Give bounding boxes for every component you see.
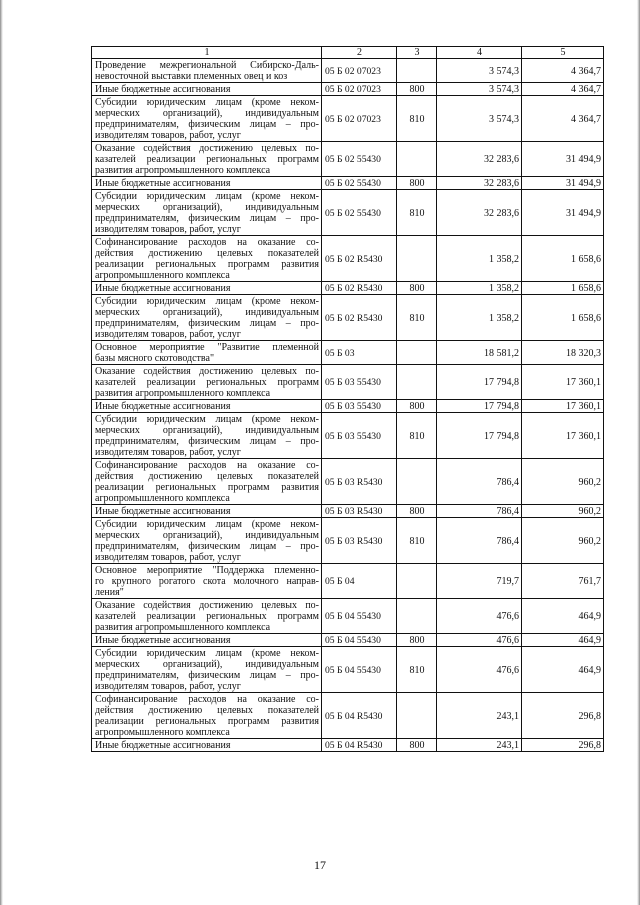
table-row: [92, 83, 604, 96]
row-name-line: ления": [95, 587, 124, 598]
row-name-cell: [92, 341, 322, 365]
row-name-line: действия достижению целевых показателей: [95, 471, 319, 482]
row-name-cell: [92, 634, 322, 647]
row-value-year2-cell: 17 360,1: [522, 400, 604, 413]
row-expense-type-cell: 800: [397, 83, 437, 96]
row-name-cell: [92, 564, 322, 599]
row-value-year2-cell: 31 494,9: [522, 190, 604, 236]
budget-table: [91, 46, 604, 752]
row-value-year2-cell: 464,9: [522, 634, 604, 647]
row-value-year2-cell: 296,8: [522, 739, 604, 752]
row-expense-type-cell: [397, 564, 437, 599]
row-name-line: предпринимателям, физическим лицам – про-: [95, 318, 319, 329]
row-value-year1-cell: 17 794,8: [437, 400, 522, 413]
row-name-line: изводителям товаров, работ, услуг: [95, 447, 241, 458]
row-name-cell: [92, 518, 322, 564]
row-name-line: изводителям товаров, работ, услуг: [95, 130, 241, 141]
row-name-line: реализации региональных программ развития: [95, 482, 319, 493]
row-expense-type-cell: 800: [397, 634, 437, 647]
row-value-year1-cell: 3 574,3: [437, 96, 522, 142]
row-name-cell: [92, 236, 322, 282]
row-expense-type-cell: 810: [397, 518, 437, 564]
row-expense-type-cell: 810: [397, 190, 437, 236]
row-value-year2-cell: 464,9: [522, 647, 604, 693]
table-row: [92, 413, 604, 459]
row-code-cell: 05 Б 04 55430: [322, 599, 397, 634]
header-col-5: 5: [522, 47, 604, 59]
row-expense-type-cell: [397, 693, 437, 739]
row-code-cell: 05 Б 02 55430: [322, 177, 397, 190]
table-row: [92, 634, 604, 647]
row-name-line: казателей реализации региональных программ: [95, 154, 319, 165]
header-col-2: 2: [322, 47, 397, 59]
row-value-year2-cell: 18 320,3: [522, 341, 604, 365]
row-value-year1-cell: 1 358,2: [437, 295, 522, 341]
row-expense-type-cell: 810: [397, 96, 437, 142]
row-code-cell: 05 Б 03 55430: [322, 413, 397, 459]
row-name-line: предпринимателям, физическим лицам – про-: [95, 541, 319, 552]
row-name-line: развития агропромышленного комплекса: [95, 622, 271, 633]
row-code-cell: 05 Б 03 R5430: [322, 518, 397, 564]
row-name-cell: [92, 177, 322, 190]
row-name-line: Основное мероприятие "Развитие племенной: [95, 342, 319, 353]
row-code-cell: 05 Б 02 55430: [322, 142, 397, 177]
header-col-4: 4: [437, 47, 522, 59]
row-expense-type-cell: 800: [397, 739, 437, 752]
row-name-line: изводителям товаров, работ, услуг: [95, 329, 241, 340]
row-name-line: агропромышленного комплекса: [95, 493, 230, 504]
row-name-line: Иные бюджетные ассигнования: [95, 506, 231, 517]
row-name-line: развития агропромышленного комплекса: [95, 165, 271, 176]
row-name-line: Иные бюджетные ассигнования: [95, 401, 231, 412]
table-row: [92, 564, 604, 599]
row-code-cell: 05 Б 02 07023: [322, 59, 397, 83]
row-code-cell: 05 Б 03 55430: [322, 365, 397, 400]
row-name-line: казателей реализации региональных программ: [95, 611, 319, 622]
row-value-year2-cell: 31 494,9: [522, 177, 604, 190]
row-name-cell: [92, 505, 322, 518]
row-name-cell: [92, 83, 322, 96]
table-row: [92, 190, 604, 236]
row-name-line: Субсидии юридическим лицам (кроме неком-: [95, 191, 319, 202]
row-value-year1-cell: 1 358,2: [437, 282, 522, 295]
row-value-year2-cell: 4 364,7: [522, 96, 604, 142]
row-name-line: Основное мероприятие "Поддержка племенно-: [95, 565, 319, 576]
table-row: [92, 505, 604, 518]
row-expense-type-cell: [397, 236, 437, 282]
row-name-line: Проведение межрегиональной Сибирско-Даль-: [95, 60, 319, 71]
row-name-cell: [92, 142, 322, 177]
row-name-line: изводителям товаров, работ, услуг: [95, 552, 241, 563]
table-row: [92, 177, 604, 190]
table-row: [92, 400, 604, 413]
row-expense-type-cell: [397, 599, 437, 634]
row-code-cell: 05 Б 02 R5430: [322, 282, 397, 295]
row-expense-type-cell: 810: [397, 647, 437, 693]
row-value-year1-cell: 786,4: [437, 518, 522, 564]
row-name-line: мерческих организаций), индивидуальным: [95, 530, 319, 541]
row-name-line: реализации региональных программ развития: [95, 716, 319, 727]
row-value-year2-cell: 31 494,9: [522, 142, 604, 177]
table-row: [92, 341, 604, 365]
row-name-line: Субсидии юридическим лицам (кроме неком-: [95, 414, 319, 425]
row-value-year1-cell: 32 283,6: [437, 142, 522, 177]
header-col-1: 1: [92, 47, 322, 59]
row-name-line: изводителям товаров, работ, услуг: [95, 681, 241, 692]
row-name-cell: [92, 282, 322, 295]
row-code-cell: 05 Б 02 07023: [322, 83, 397, 96]
table-body: [92, 59, 604, 752]
row-name-line: действия достижению целевых показателей: [95, 248, 319, 259]
row-value-year1-cell: 17 794,8: [437, 365, 522, 400]
row-name-line: Субсидии юридическим лицам (кроме неком-: [95, 296, 319, 307]
row-value-year2-cell: 17 360,1: [522, 413, 604, 459]
row-value-year2-cell: 17 360,1: [522, 365, 604, 400]
row-value-year1-cell: 719,7: [437, 564, 522, 599]
row-name-line: развития агропромышленного комплекса: [95, 388, 271, 399]
row-name-line: Оказание содействия достижению целевых по-: [95, 143, 319, 154]
row-value-year2-cell: 960,2: [522, 505, 604, 518]
row-value-year2-cell: 464,9: [522, 599, 604, 634]
row-code-cell: 05 Б 04: [322, 564, 397, 599]
row-name-line: невосточной выставки племенных овец и коз: [95, 71, 288, 82]
row-name-line: мерческих организаций), индивидуальным: [95, 659, 319, 670]
row-expense-type-cell: [397, 365, 437, 400]
table-row: [92, 647, 604, 693]
row-expense-type-cell: 800: [397, 505, 437, 518]
row-name-line: Софинансирование расходов на оказание со-: [95, 237, 319, 248]
row-value-year2-cell: 1 658,6: [522, 282, 604, 295]
table-row: [92, 282, 604, 295]
row-name-line: Иные бюджетные ассигнования: [95, 178, 231, 189]
row-name-line: действия достижению целевых показателей: [95, 705, 319, 716]
row-value-year2-cell: 1 658,6: [522, 295, 604, 341]
table-row: [92, 739, 604, 752]
row-name-line: го крупного рогатого скота молочного направ-: [95, 576, 319, 587]
row-name-cell: [92, 459, 322, 505]
row-value-year2-cell: 960,2: [522, 518, 604, 564]
row-name-line: мерческих организаций), индивидуальным: [95, 307, 319, 318]
scan-edge-left: [0, 0, 3, 905]
row-name-line: Софинансирование расходов на оказание со-: [95, 460, 319, 471]
row-name-cell: [92, 739, 322, 752]
row-value-year1-cell: 1 358,2: [437, 236, 522, 282]
row-code-cell: 05 Б 02 55430: [322, 190, 397, 236]
row-name-line: Софинансирование расходов на оказание со-: [95, 694, 319, 705]
row-name-line: агропромышленного комплекса: [95, 270, 230, 281]
row-name-line: Субсидии юридическим лицам (кроме неком-: [95, 97, 319, 108]
row-name-line: предпринимателям, физическим лицам – про-: [95, 119, 319, 130]
row-code-cell: 05 Б 03 R5430: [322, 505, 397, 518]
row-value-year2-cell: 4 364,7: [522, 59, 604, 83]
row-value-year1-cell: 32 283,6: [437, 190, 522, 236]
row-value-year2-cell: 761,7: [522, 564, 604, 599]
row-expense-type-cell: [397, 59, 437, 83]
row-value-year2-cell: 296,8: [522, 693, 604, 739]
row-expense-type-cell: [397, 341, 437, 365]
row-value-year1-cell: 18 581,2: [437, 341, 522, 365]
row-code-cell: 05 Б 04 55430: [322, 647, 397, 693]
table-row: [92, 236, 604, 282]
row-value-year1-cell: 32 283,6: [437, 177, 522, 190]
row-name-cell: [92, 190, 322, 236]
row-name-line: предпринимателям, физическим лицам – про-: [95, 213, 319, 224]
table-row: [92, 599, 604, 634]
header-row: [92, 47, 604, 59]
row-value-year1-cell: 3 574,3: [437, 59, 522, 83]
row-name-line: базы мясного скотоводства": [95, 353, 215, 364]
row-value-year1-cell: 243,1: [437, 693, 522, 739]
row-name-line: изводителям товаров, работ, услуг: [95, 224, 241, 235]
row-code-cell: 05 Б 03: [322, 341, 397, 365]
row-name-cell: [92, 365, 322, 400]
row-expense-type-cell: 810: [397, 295, 437, 341]
table-row: [92, 459, 604, 505]
row-name-cell: [92, 647, 322, 693]
row-name-line: предпринимателям, физическим лицам – про-: [95, 670, 319, 681]
row-name-cell: [92, 400, 322, 413]
row-name-line: мерческих организаций), индивидуальным: [95, 425, 319, 436]
row-name-line: Иные бюджетные ассигнования: [95, 635, 231, 646]
table-row: [92, 518, 604, 564]
row-code-cell: 05 Б 04 55430: [322, 634, 397, 647]
table-row: [92, 693, 604, 739]
row-name-line: Субсидии юридическим лицам (кроме неком-: [95, 519, 319, 530]
row-value-year1-cell: 476,6: [437, 599, 522, 634]
row-name-cell: [92, 96, 322, 142]
row-name-cell: [92, 693, 322, 739]
header-col-3: 3: [397, 47, 437, 59]
row-name-cell: [92, 295, 322, 341]
row-code-cell: 05 Б 02 R5430: [322, 236, 397, 282]
row-code-cell: 05 Б 02 07023: [322, 96, 397, 142]
row-value-year2-cell: 960,2: [522, 459, 604, 505]
table-row: [92, 365, 604, 400]
row-value-year2-cell: 4 364,7: [522, 83, 604, 96]
row-value-year2-cell: 1 658,6: [522, 236, 604, 282]
table-row: [92, 96, 604, 142]
row-name-line: Иные бюджетные ассигнования: [95, 283, 231, 294]
row-code-cell: 05 Б 04 R5430: [322, 739, 397, 752]
row-expense-type-cell: 800: [397, 177, 437, 190]
row-name-line: реализации региональных программ развития: [95, 259, 319, 270]
row-code-cell: 05 Б 02 R5430: [322, 295, 397, 341]
row-value-year1-cell: 3 574,3: [437, 83, 522, 96]
page-number: 17: [314, 858, 326, 872]
row-name-line: Иные бюджетные ассигнования: [95, 84, 231, 95]
row-expense-type-cell: [397, 142, 437, 177]
row-name-cell: [92, 413, 322, 459]
row-name-line: мерческих организаций), индивидуальным: [95, 108, 319, 119]
row-name-line: казателей реализации региональных программ: [95, 377, 319, 388]
row-name-line: агропромышленного комплекса: [95, 727, 230, 738]
row-code-cell: 05 Б 03 55430: [322, 400, 397, 413]
row-value-year1-cell: 17 794,8: [437, 413, 522, 459]
row-name-line: Оказание содействия достижению целевых по-: [95, 600, 319, 611]
table-header: [92, 47, 604, 59]
row-value-year1-cell: 786,4: [437, 505, 522, 518]
row-expense-type-cell: 800: [397, 400, 437, 413]
row-name-cell: [92, 59, 322, 83]
row-expense-type-cell: [397, 459, 437, 505]
row-name-line: Субсидии юридическим лицам (кроме неком-: [95, 648, 319, 659]
row-value-year1-cell: 786,4: [437, 459, 522, 505]
table-row: [92, 295, 604, 341]
row-name-line: Иные бюджетные ассигнования: [95, 740, 231, 751]
table-row: [92, 142, 604, 177]
row-name-cell: [92, 599, 322, 634]
row-code-cell: 05 Б 04 R5430: [322, 693, 397, 739]
row-name-line: Оказание содействия достижению целевых по-: [95, 366, 319, 377]
row-name-line: мерческих организаций), индивидуальным: [95, 202, 319, 213]
row-code-cell: 05 Б 03 R5430: [322, 459, 397, 505]
row-value-year1-cell: 243,1: [437, 739, 522, 752]
row-value-year1-cell: 476,6: [437, 647, 522, 693]
row-name-line: предпринимателям, физическим лицам – про-: [95, 436, 319, 447]
row-expense-type-cell: 800: [397, 282, 437, 295]
row-expense-type-cell: 810: [397, 413, 437, 459]
row-value-year1-cell: 476,6: [437, 634, 522, 647]
table-row: [92, 59, 604, 83]
